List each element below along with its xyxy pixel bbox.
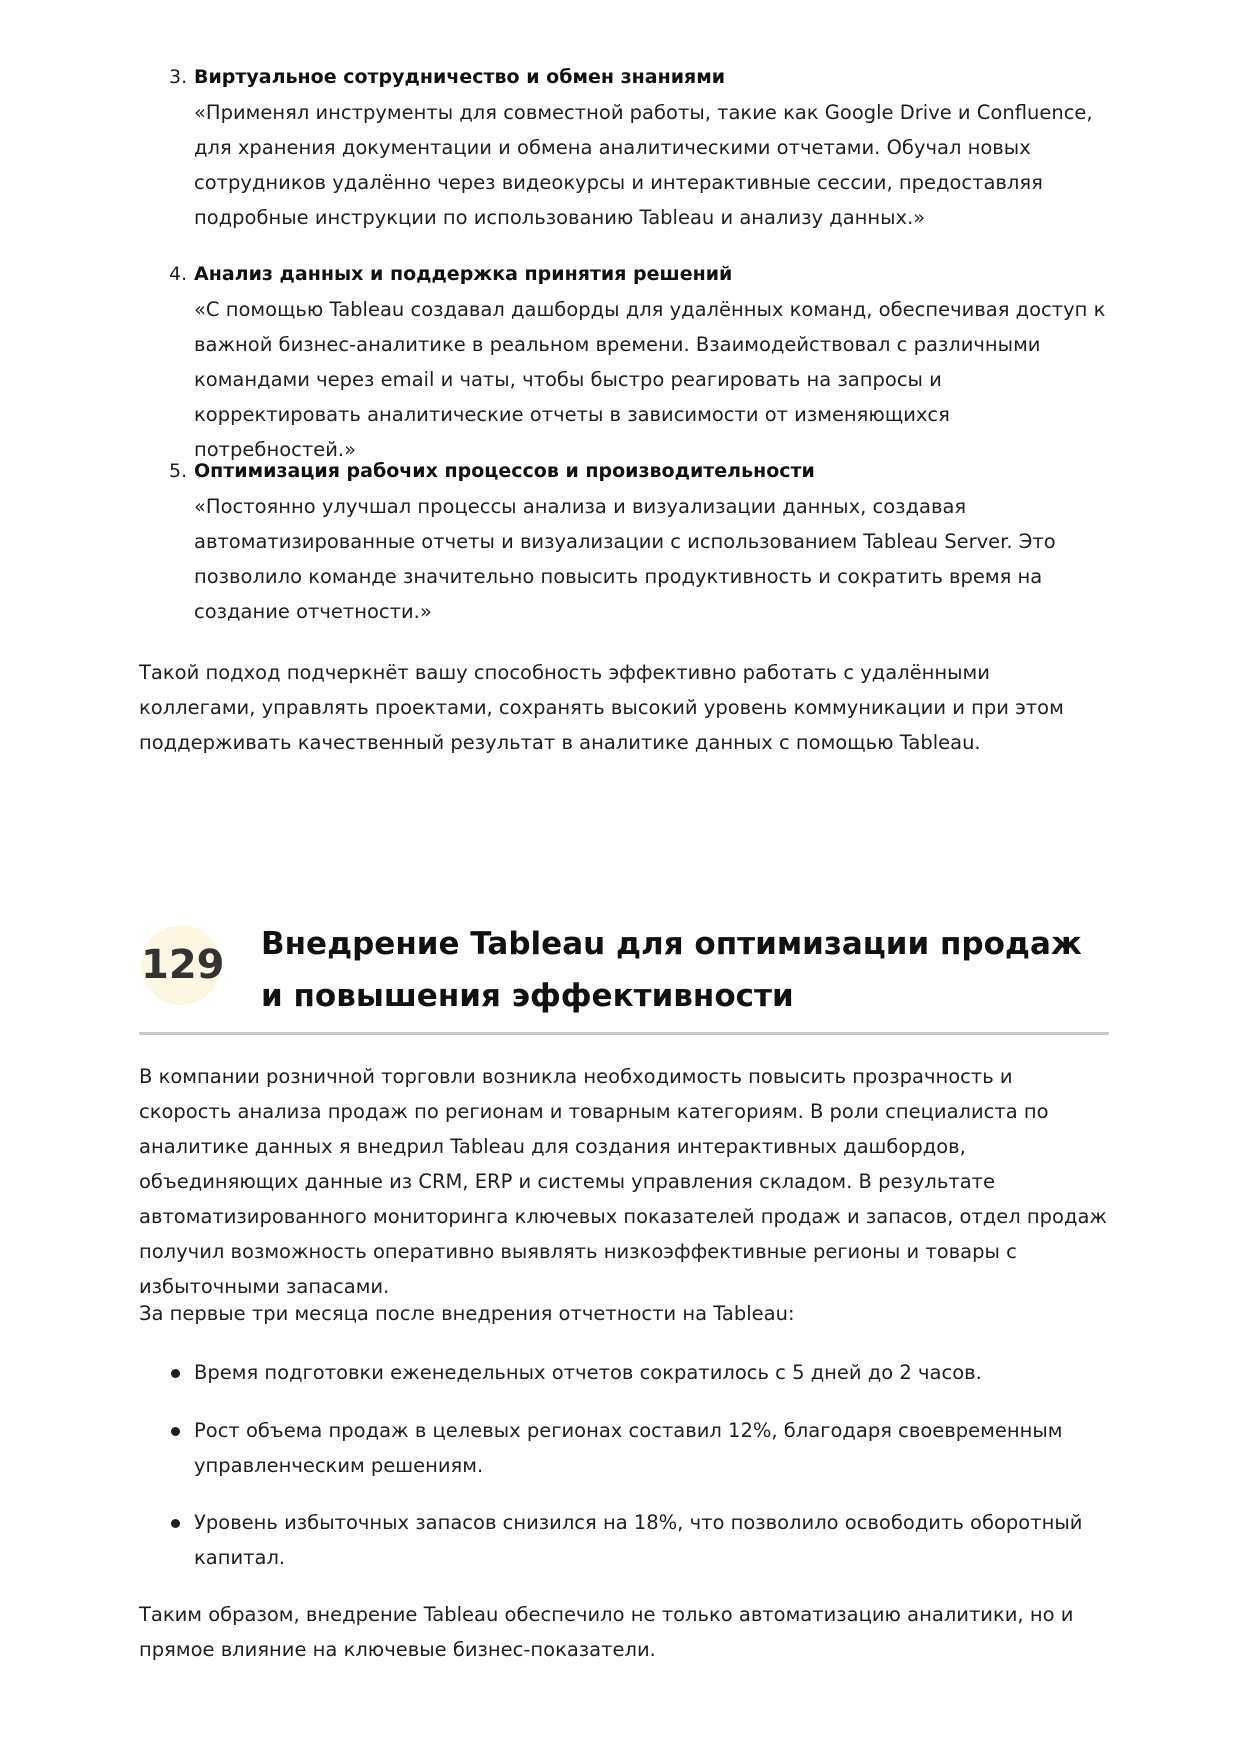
summary-paragraph: Такой подход подчеркнёт вашу способность эффективно работать с удалёнными коллегами, управлять проектами, сохранять высокий уровень коммуникации и при этом поддерживать качественный результат в аналитике данных с помощью Tableau. [139,661,1064,754]
list-item-text: «Применял инструменты для совместной работы, такие как Google Drive и Confluence, для хранения документации и обмена аналитическими отчетами. Обучал новых сотрудников удалённо через видеокурсы и интерактивные сессии, предоставляя подробные инструкции по использованию Tableau и анализу данных.» [194,101,1093,229]
section-title: Внедрение Tableau для оптимизации продаж и повышения эффективности [261,926,1082,1014]
section-heading [139,908,1109,1035]
section-intro: В компании розничной торговли возникла необходимость повысить прозрачность и скорость анализа продаж по регионам и товарным категориям. В роли специалиста по аналитике данных я внедрил Tableau для создания интерактивных дашбордов, объединяющих данные из CRM, ERP и системы управления складом. В результате автоматизированного мониторинга ключевых показателей продаж и запасов, отдел продаж получил возможность оперативно выявлять низкоэффективные регионы и товары с избыточными запасами. [139,1065,1107,1298]
list-item-text: «Постоянно улучшал процессы анализа и визуализации данных, создавая автоматизированные отчеты и визуализации с использованием Tableau Server. Это позволило команде значительно повысить продуктивность и сократить время на создание отчетности.» [194,495,1056,623]
bullet-dot [171,1519,180,1528]
bullet-text: Рост объема продаж в целевых регионах составил 12%, благодаря своевременным управленческим решениям. [194,1419,1063,1477]
bullet-text: Уровень избыточных запасов снизился на 18%, что позволило освободить оборотный капитал. [194,1511,1083,1569]
bullet-dot [171,1427,180,1436]
list-item-title: Виртуальное сотрудничество и обмен знаниями [194,66,726,88]
list-item-number: 5. [169,460,188,482]
section-number-badge: 129 [141,925,221,1005]
bullet-text: Время подготовки еженедельных отчетов сократилось с 5 дней до 2 часов. [194,1361,982,1384]
list-item-number: 3. [169,66,188,88]
list-item-title: Анализ данных и поддержка принятия решений [194,263,733,285]
section-lead: За первые три месяца после внедрения отчетности на Tableau: [139,1302,795,1325]
list-item-number: 4. [169,263,188,285]
list-item-text: «С помощью Tableau создавал дашборды для удалённых команд, обеспечивая доступ к важной бизнес-аналитике в реальном времени. Взаимодействовал с различными командами через email и чаты, чтобы быстро реагировать на запросы и корректировать аналитические отчеты в зависимости от изменяющихся потребностей.» [194,298,1106,461]
bullet-dot [171,1369,180,1378]
list-item-title: Оптимизация рабочих процессов и производительности [194,460,815,482]
section-conclusion: Таким образом, внедрение Tableau обеспечило не только автоматизацию аналитики, но и прямое влияние на ключевые бизнес-показатели. [139,1603,1074,1661]
